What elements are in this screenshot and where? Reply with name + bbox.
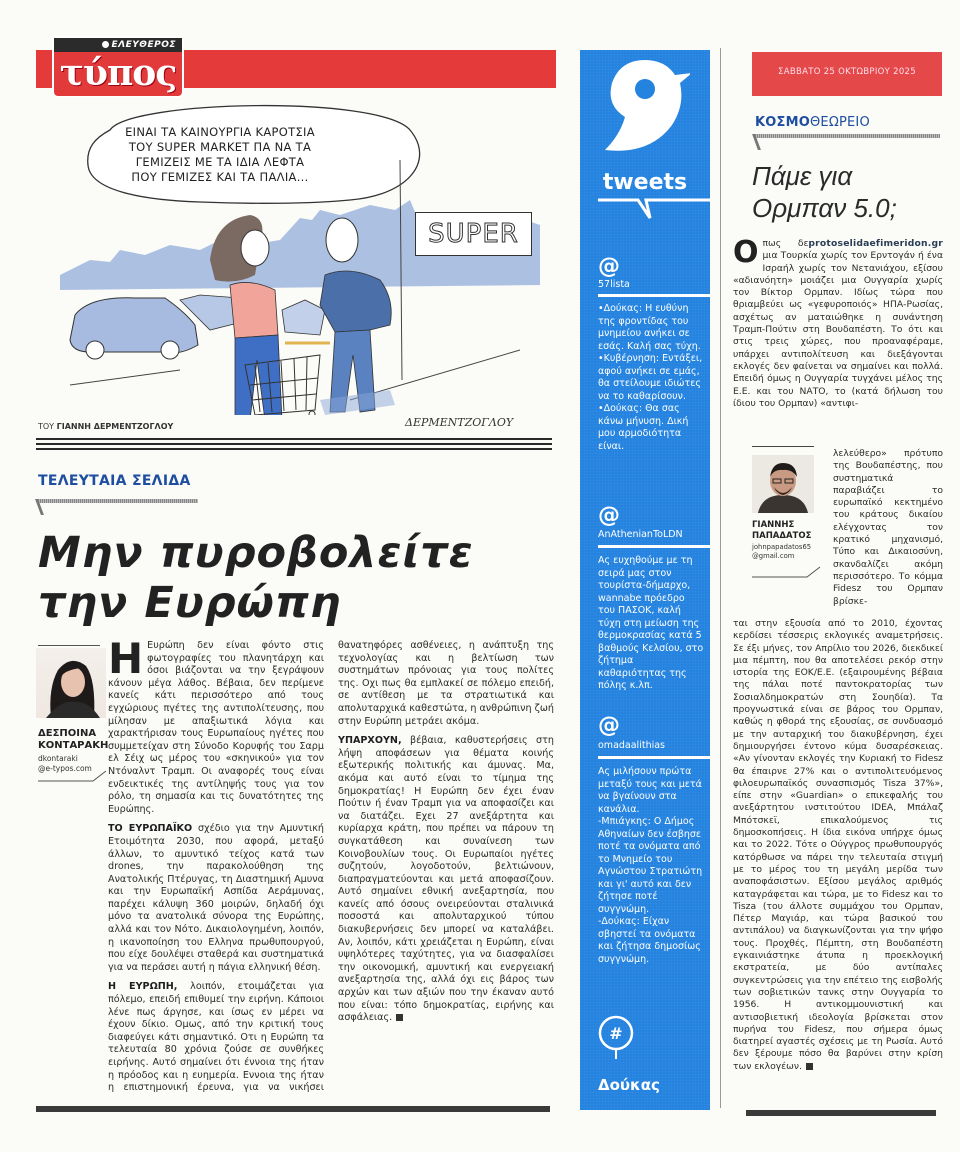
bird-icon [600, 55, 690, 165]
tweet-rule [598, 545, 710, 548]
speech-line: ΠΟΥ ΓΕΜΙΖΕΣ ΚΑΙ ΤΑ ΠΑΛΙΑ... [131, 170, 309, 184]
issue-date: ΣΑΒΒΑΤΟ 25 ΟΚΤΩΒΡΙΟΥ 2025 [778, 67, 916, 77]
headline-line: την Ευρώπη [38, 578, 342, 628]
author-box-corner [38, 770, 108, 782]
ground-line [70, 370, 180, 385]
paragraph-text: πως δε [762, 238, 809, 249]
author-first-name: ΓΙΑΝΝΗΣ [752, 520, 795, 530]
paragraph-text: Ευρώπη δεν είναι φόντο στις φωτογραφίες του πλανητάρχη και όσοι βιάζονται να την ξεγράψουν κάνουν μέγα λάθος. Βέβαια, δεν περίμενε κανείς κάτι περισσότερο από τους εγχώριους πγέτες της αντιπολίτευσης, που μίλησαν με απαξιωτικά λόγια και χαρακτήρισαν τους Ευρωπαίους ηγέτες που συμμετείχαν στη Σύνοδο Κορυφής του Σαρμ ελ Σέιχ ως μέρος του «σκηνικού» για τον Ντόναλντ Τραμπ. Οι αναφορές τους είναι ενδεικτικές της αντίληψής τους για τον ρόλο, τη σημασία και τις δυνατότητες της Ευρώπης. [108, 640, 324, 815]
website-watermark: protoselidaefimeridon.gr [808, 238, 943, 249]
author-name [752, 520, 822, 541]
drop-cap: Ο [733, 235, 759, 270]
author-photo [752, 455, 814, 513]
article-body [108, 634, 554, 1100]
paragraph-text: σχέδιο για την Αμυντική Ετοιμότητα 2030, που αφορά, μεταξύ άλλων, το αμυντικό τείχος κατά των drones, την παρακολούθηση της Ανατολικής Πτέρυγας, τη Διαστημική Αμυνα και την Ευρωπαϊκή Ασπίδα Αεράμυνας, παρέχει κάλυψη 360 μοιρών, δηλαδή όχι μόνο τα ανατολικά σύνορα της Ευρώπης, αλλά και τον Νότο. Δικαιολογημένη, λοιπόν, η ικανοποίηση του Ελληνα πρωθυπουργού, που είχε δουλέψει σταθερά και συστηματικά για να περάσει αυτή η πάγια ελληνική θέση. [108, 823, 325, 973]
column-text-top [733, 235, 943, 410]
at-icon: @ [598, 713, 620, 738]
tweet-rule [598, 294, 710, 297]
section-light: ΘΕΩΡΕΙΟ [810, 115, 870, 130]
speech-line: ΕΙΝΑΙ ΤΑ ΚΑΙΝΟΥΡΓΙΑ ΚΑΡΟΤΣΙΑ [125, 125, 315, 139]
column-text-middle: λελεύθερο» πρότυπο της Βουδαπέστης, που συστηματικά παραβιάζει το ευρωπαϊκό κεκτημένο του κράτους δικαίου ελέγχοντας τον κρατικό μηχανισμό, Τύπο και Δικαιοσύνη, σκανδαλίζει ακόμη περισσότερο. Το κόμμα Fidesz του Ορμπαν βρίσκε- [833, 448, 943, 607]
hashtag-pin-icon [598, 1015, 634, 1059]
author-last-name: ΠΑΠΑΔΑΤΟΣ [752, 530, 812, 541]
drop-cap: Η [108, 634, 144, 683]
paragraph-text: βέβαια, καθυστερήσεις στη λήψη αποφάσεων για θέματα κοινής εξωτερικής πολιτικής και άμυνας. Μα, ακόμα και αυτό είναι το τίμημα της δημοκρατίας! Η Ευρώπη δεν έχει έναν Πούτιν ή έναν Τραμπ για να αποφασίζει και να διατάζει. Εχει 27 ανεξάρτητα και κυρίαρχα κράτη, που πρέπει να πάρουν τη συγκατάθεση και συναίνεση των Κοινοβουλίων τους. Οι Ευρωπαίοι ηγέτες συζητούν, λογοδοτούν, βελτιώνουν, διαπραγματεύονται και μετά αποφασίζουν. Αυτό σημαίνει εθνική ανεξαρτησία, που κανείς από όσους ονειρεύονται σταλινικά ποσοστά και απολυταρχικού τύπου διακυβερνήσεις δεν μπορεί να καταλάβει. Αν, λοιπόν, κάτι χρειάζεται η Ευρώπη, είναι υψηλότερες ταχύτητες, για να διασφαλίσει την οικονομική, αμυντική και ενεργειακή ανεξαρτησία της, αλλά όχι εις βάρος των αρχών και των αξιών που την έκαναν αυτό που είναι: τόπο δημοκρατίας, ειρήνης και ασφάλειας. [338, 735, 554, 1024]
logo-dot-icon [102, 41, 109, 48]
svg-text:#: # [609, 1024, 623, 1043]
tweet-line: •Κυβέρνηση: Εντάξει, αφού ανήκει σε εμάς, θα στείλουμε ιδιώτες να το καθαρίσουν. [598, 353, 703, 402]
tweet-line: -Μπιάγκης: Ο Δήμος Αθηναίων δεν έσβησε ποτέ τα ονόματα από το Μνημείο του Αγνώστου Στρατιώτη και γι' αυτό και δεν ζήτησε ποτέ συγγνώμη. [598, 816, 703, 915]
article-headline [38, 528, 558, 628]
credit-name: ΓΙΑΝΝΗ ΔΕΡΜΕΝΤΖΟΓΛΟΥ [56, 422, 174, 431]
man-face [326, 218, 358, 262]
column-text-bottom [733, 618, 943, 1073]
author-email-line: @gmail.com [752, 552, 795, 560]
tweet-text [598, 303, 704, 453]
article-paragraph [338, 735, 554, 1025]
paragraph-lead: ΤΟ ΕΥΡΩΠΑΪΚΟ [108, 823, 193, 835]
headline-line: Μην πυροβολείτε [38, 528, 474, 578]
divider-rule [36, 438, 552, 440]
speech-bubble-text [105, 125, 335, 185]
paragraph-text: λοιπόν, ετοιμάζεται για πόλεμο, επειδή επιθυμεί την ειρήνη. Κάποιοι λένε πως άργησε, και ίσως εν μέρει να έχουν δίκιο. Ομως, από την κριτική τους διαφεύγει κάτι σημαντικό. Οτι η Ευρώπη τα τελευταία 80 χρόνια ζούσε σε συνθήκες ειρήνης. Αυτό σημαίνει ότι έννοια της ήταν η πρόοδος και η ευημερία. Εννοια της ήταν η επιστημονική έρευνα, για να νικήσει θανατηφόρες ασθένειες, η ανάπτυξη της τεχνολογίας και η βελτίωση των συστημάτων πρόνοιας για τους πολίτες της. Οχι πως θα εμπλακεί σε πόλεμο επειδή, σε αντίθεση με τα στρατιωτικά και απολυταρχικά καθεστώτα, η ανθρώπινη ζωή στην Ευρώπη μετράει ακόμα. [108, 640, 554, 1094]
section-rule [38, 499, 198, 503]
woman-jeans [235, 335, 282, 415]
tweet-handle[interactable]: AnAthenianToLDN [598, 529, 683, 540]
divider-rule [36, 443, 552, 445]
article-bottom-bar [36, 1106, 550, 1112]
author-first-name: ΔΕΣΠΟΙΝΑ [38, 728, 97, 739]
headline-line: Ορμπαν 5.0; [752, 193, 897, 223]
article-paragraph [108, 823, 324, 974]
super-sign: SUPER [415, 212, 532, 256]
tweet-line: Ας ευχηθούμε με τη σειρά μας στον τουρίστα-δήμαρχο, wannabe πρόεδρο του ΠΑΣΟΚ, καλή τύχη στη μείωση της θερμοκρασίας κατά 5 βαθμούς Κελσίου, στο ζήτημα καθαριότητας της πόλης κ.λπ. [598, 555, 704, 691]
credit-prefix: ΤΟΥ [38, 422, 55, 431]
cartoonist-signature: ΔΕΡΜΕΝΤΖΟΓΛΟΥ [405, 416, 514, 429]
author-box-corner [752, 566, 822, 578]
paragraph-lead: ΥΠΑΡΧΟΥΝ, [338, 735, 402, 747]
cartoon-credit [38, 422, 173, 431]
column-bottom-bar [746, 1110, 936, 1116]
paragraph-text: μια Τουρκία χωρίς τον Ερντογάν ή ένα Ισραήλ χωρίς τον Νετανιάχου, εξίσου «αδιανόητη» μοιάζει μια Ουγγαρία χωρίς τον Βίκτορ Ορμπαν. Ιδίως τώρα που θριαμβεύει ως «γεφυροποιός» ΗΠΑ-Ρωσίας, ασχέτως αν ματαιώθηκε η συνάντηση Τραμπ-Πούτιν στη Βουδαπέστη. Το ότι και στις τρεις χώρες, που προαναφέραμε, υπάρχει αντιπολίτευση και διεξάγονται εκλογές δεν φαίνεται να σημαίνει και πολλά. Επειδή όμως η Ουγγαρία τυγχάνει μέλος της Ε.Ε. και του ΝΑΤΟ, το (κατά δήλωση του ίδιου του Ορμπαν) «αντιφι- [733, 250, 943, 409]
newspaper-logo [54, 38, 182, 96]
author-rule [38, 645, 100, 646]
woman-top [230, 282, 278, 338]
speech-line: ΓΕΜΙΖΕΙΣ ΜΕ ΤΑ ΙΔΙΑ ΛΕΦΤΑ [135, 155, 305, 169]
tweet-text [598, 766, 704, 966]
author-name [38, 728, 109, 752]
tweet-line: •Δούκας: Θα σας κάνω μήνυση. Δική μου αρμοδιότητα είναι. [598, 403, 689, 452]
author-last-name: ΚΟΝΤΑΡΑΚΗ [38, 740, 109, 751]
section-label: ΤΕΛΕΥΤΑΙΑ ΣΕΛΙΔΑ [38, 473, 191, 489]
car [282, 300, 325, 335]
hashtag-label[interactable]: Δούκας [598, 1076, 660, 1094]
author-email-line: @e-typos.com [38, 764, 92, 773]
paragraph-text: ται στην εξουσία από το 2010, έχοντας κερδίσει τέσσερις εκλογικές αναμετρήσεις. Σε έξι μήνες, τον Απρίλιο του 2026, διεκδικεί μια πέμπτη, που θα αποτελέσει ρεκόρ στην ιστορία της ΕΟΚ/Ε.Ε. (εξαιρουμένης βέβαια της πάλαι ποτέ παντοκρατορίας των Σοσιαλδημοκρατών στη Σουηδία). Τα προγνωστικά είναι σε βάρος του Ορμπαν, καθώς η φθορά της εξουσίας, σε συνδυασμό με την αυταρχική του διακυβέρνηση, έχει δημιουργήσει έντονο κύμα δυσαρέσκειας. «Αν γίνονταν εκλογές την Κυριακή το Fidesz θα έπαιρνε 27% και ο αντιπολιτευόμενος φιλοευρωπαϊκός συνασπισμός Tisza 37%», είπε στην «Guardian» ο επικεφαλής του ανεξάρτητου ινστιτούτου IDEA, Μπάλαζ Μπότσκεϊ, επικαλούμενος τις δημοσκοπήσεις. Η ίδια εικόνα υπήρχε όμως και το 2022. Τότε ο Ούγγρος πρωθυπουργός κατόρθωσε να πάρει την τελευταία στιγμή με το μέρος του τη μεγάλη μερίδα των αναποφάσιστων. Εξίσου μεγάλος αριθμός καταγράφεται και τώρα, με το Fidesz και το Tisza (του άλλοτε συμμάχου του Ορμπαν, Πέτερ Μαγιάρ, και τώρα βασικού του αντιπάλου) να διαγκωνίζονται για την ψήφο τους. Προχθές, Πέμπτη, στη Βουδαπέστη εγκαινιάστηκε άτυπα η προεκλογική εκστρατεία, με δύο αντίπαλες συγκεντρώσεις για την επέτειο της εισβολής των σοβιετικών τανκς στην Ουγγαρία το 1956. Η αντικομμουνιστική και αντισοβιετική ιδεολογία βρίσκεται στον πυρήνα του Fidesz, που σήμερα όμως διατηρεί αγαστές σχέσεις με τη Ρωσία. Αυτό δεν ξέρουμε πόσο θα βαρύνει στην κρίση των εκλογέων. [733, 618, 943, 1072]
section-label-kosmotheoreio [755, 115, 870, 130]
tweet-line: •Δούκας: Η ευθύνη της φροντίδας του μνημείου ανήκει σε εσάς. Καλή σας τύχη. [598, 303, 701, 352]
logo-top-strip [54, 38, 182, 52]
section-rule [755, 134, 940, 138]
column-divider [720, 48, 721, 1108]
car-wheel [161, 341, 179, 359]
logo-top-text: ΕΛΕΥΘΕΡΟΣ [111, 40, 176, 50]
car-wheel [86, 341, 104, 359]
tweet-handle[interactable]: 57lista [598, 279, 630, 290]
tweet-handle[interactable]: omadaalithias [598, 740, 665, 751]
tweet-rule [598, 756, 710, 759]
at-icon: @ [598, 503, 620, 528]
end-mark-icon [396, 1014, 403, 1021]
speech-line: ΤΟΥ SUPER MARKET ΠΑ ΝΑ ΤΑ [128, 140, 312, 154]
author-rule [752, 446, 814, 447]
woman-face [241, 230, 269, 266]
author-email[interactable] [752, 543, 822, 561]
tweets-title: tweets [602, 170, 688, 195]
tweet-line: -Δούκας: Είχαν σβηστεί τα ονόματα και ζήτησα δημοσίως συγγνώμη. [598, 916, 701, 965]
author-email-line: dkontaraki [38, 754, 78, 763]
tweets-title-underline [598, 198, 710, 220]
man-shirt [320, 271, 391, 332]
author-photo [36, 648, 106, 718]
column-headline [752, 160, 942, 224]
section-bold: ΚΟΣΜΟ [755, 115, 810, 130]
paragraph-lead: Η ΕΥΡΩΠΗ, [108, 981, 178, 993]
at-icon: @ [598, 254, 620, 279]
logo-main-text: τύπος [59, 52, 177, 94]
tweet-text [598, 555, 704, 693]
divider-rule [36, 448, 552, 450]
headline-line: Πάμε για [752, 161, 853, 191]
tweet-line: Ας μιλήσουν πρώτα μεταξύ τους και μετά να βγαίνουν στα κανάλια. [598, 766, 702, 815]
author-email-line: johnpapadatos65 [752, 543, 812, 551]
end-mark-icon [806, 1063, 813, 1070]
article-paragraph [108, 634, 324, 816]
